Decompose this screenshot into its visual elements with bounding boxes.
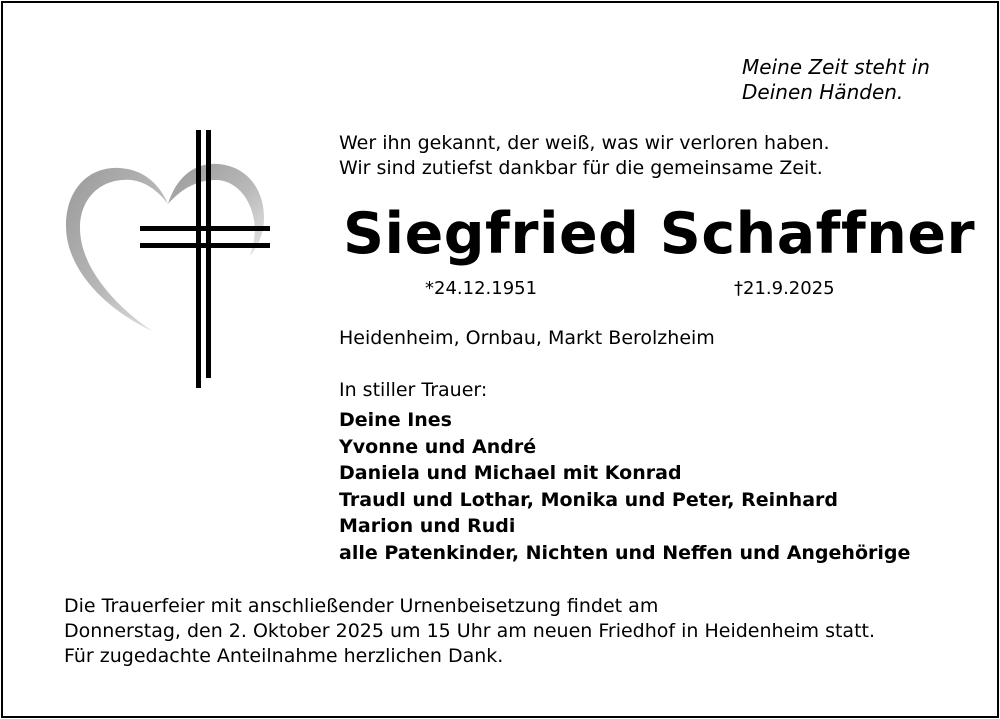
birth-date: *24.12.1951 <box>425 278 538 299</box>
mourners-list <box>339 407 910 567</box>
heart-with-cross-icon <box>60 126 280 392</box>
mourner-entry: alle Patenkinder, Nichten und Neffen und Angehörige <box>339 541 911 564</box>
intro-line: Wir sind zutiefst dankbar für die gemeinsame Zeit. <box>339 157 823 179</box>
mourner-entry: Traudl und Lothar, Monika und Peter, Reinhard <box>339 488 838 511</box>
motto-line: Deinen Händen. <box>742 80 904 104</box>
mourner-entry: Daniela und Michael mit Konrad <box>339 462 682 485</box>
intro-text <box>339 131 830 181</box>
mourning-label: In stiller Trauer: <box>339 379 488 401</box>
motto-line: Meine Zeit steht in <box>742 55 930 79</box>
deceased-name: Siegfried Schaffner <box>343 201 976 267</box>
service-line: Für zugedachte Anteilnahme herzlichen Dank. <box>64 645 504 667</box>
service-line: Die Trauerfeier mit anschließender Urnenbeisetzung findet am <box>64 595 659 617</box>
places-of-residence: Heidenheim, Ornbau, Markt Berolzheim <box>339 327 715 349</box>
service-details <box>64 594 875 669</box>
mourner-entry: Deine Ines <box>339 409 452 431</box>
mourner-entry: Yvonne und André <box>339 435 537 458</box>
intro-line: Wer ihn gekannt, der weiß, was wir verloren haben. <box>339 132 830 154</box>
mourner-entry: Marion und Rudi <box>339 515 516 538</box>
death-date: †21.9.2025 <box>734 278 835 299</box>
service-line: Donnerstag, den 2. Oktober 2025 um 15 Uhr am neuen Friedhof in Heidenheim statt. <box>64 620 876 642</box>
motto <box>742 55 930 105</box>
